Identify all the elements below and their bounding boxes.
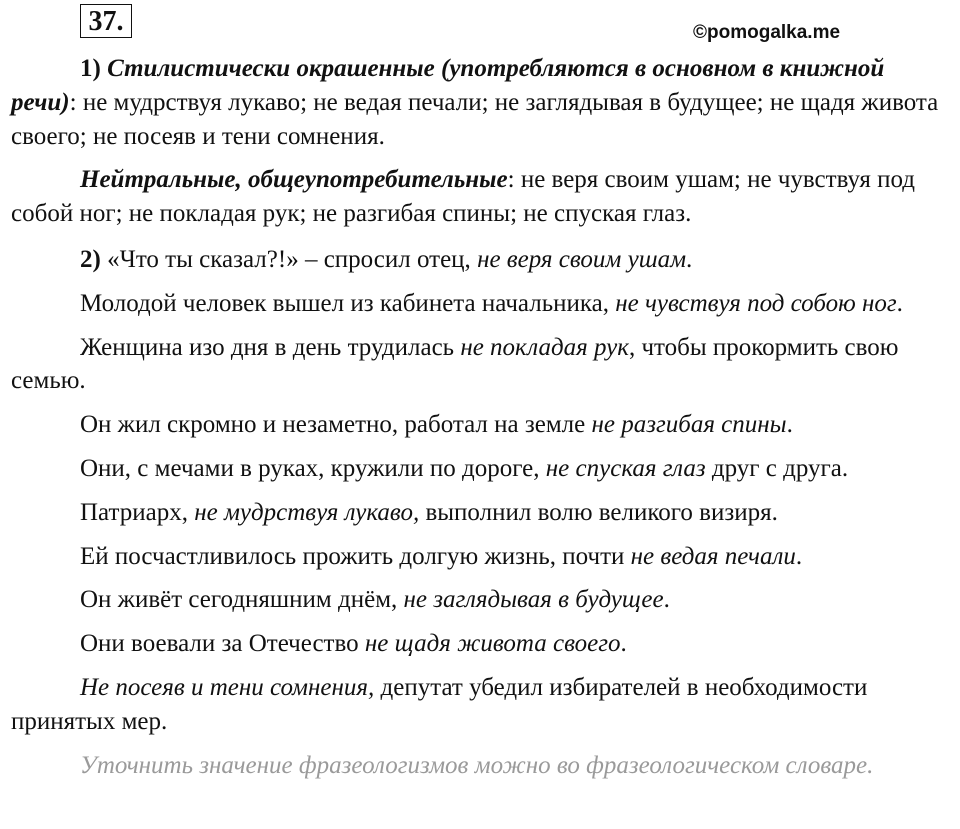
phraseologism: не заглядывая в будущее [403,586,664,614]
sentence-3 [11,331,946,399]
sentence-text: депутат убедил избирателей в необходимости принятых мер. [11,673,868,735]
sentence-6 [11,496,946,530]
sentence-text: . [896,289,903,317]
sentence-text: Женщина изо дня в день трудилась [80,333,461,361]
sentence-7 [11,540,946,574]
sentence-text: . [620,630,627,658]
list-stylistic: : не мудрствуя лукаво; не ведая печали; не заглядывая в будущее; не щадя живота своего; не посеяв и тени сомнения. [11,88,939,150]
phraseologism: не спуская глаз [545,454,706,482]
sentence-text: Они воевали за Отечество [80,630,365,658]
heading-stylistic: Стилистически окрашенные (употребляются в основном в книжной речи) [11,55,885,116]
phraseologism: не щадя живота своего [364,630,621,658]
sentence-text: «Что ты сказал?!» – спросил отец, [100,245,478,273]
item-number: 2) [80,245,101,273]
item-number: 1) [80,55,101,82]
answer-text [11,52,946,792]
sentence-5 [11,452,946,486]
sentence-1 [11,243,946,277]
phraseologism: не чувствуя под собою ног [615,289,897,317]
sentence-9 [11,627,946,661]
sentence-4 [11,408,946,442]
dictionary-note: Уточнить значение фразеологизмов можно во фразеологическом словаре. [80,751,874,779]
sentence-text: Молодой человек вышел из кабинета начальника, [80,289,616,317]
sentence-text: Он жил скромно и незаметно, работал на земле [80,411,592,439]
heading-neutral: Нейтральные, общеупотребительные [80,166,508,194]
sentence-text: друг с друга. [705,454,849,482]
sentence-8 [11,583,946,617]
list-neutral: : не веря своим ушам; не чувствуя под собой ног; не покладая рук; не разгибая спины; не спуская глаз. [11,166,916,228]
sentence-text: . [795,542,803,570]
phraseologism: не веря своим ушам [477,245,687,273]
exercise-number: 37. [80,4,132,38]
sentence-text: Ей посчастливилось прожить долгую жизнь, почти [80,542,631,570]
sentence-text: . [663,586,670,614]
phraseologism: не покладая рук [460,333,629,361]
watermark: ©pomogalka.me [693,22,841,43]
sentence-2 [11,287,946,321]
sentence-text: Он живёт сегодняшним днём, [80,586,404,614]
sentence-text: . [786,411,793,439]
phraseologism: не разгибая спины [591,411,787,439]
sentence-text: Они, с мечами в руках, кружили по дороге, [80,454,546,482]
sentence-text: . [686,245,693,273]
paragraph-neutral [11,163,946,231]
phraseologism: Не посеяв и тени сомнения, [80,673,375,701]
sentence-text: выполнил волю великого визиря. [419,498,778,526]
phraseologism: не ведая печали [630,542,796,570]
sentence-text: , чтобы прокормить свою семью. [11,333,899,395]
sentence-10 [11,671,946,739]
phraseologism: не мудрствуя лукаво, [194,498,420,526]
paragraph-stylistic [11,52,946,153]
sentence-text: Патриарх, [80,498,195,526]
